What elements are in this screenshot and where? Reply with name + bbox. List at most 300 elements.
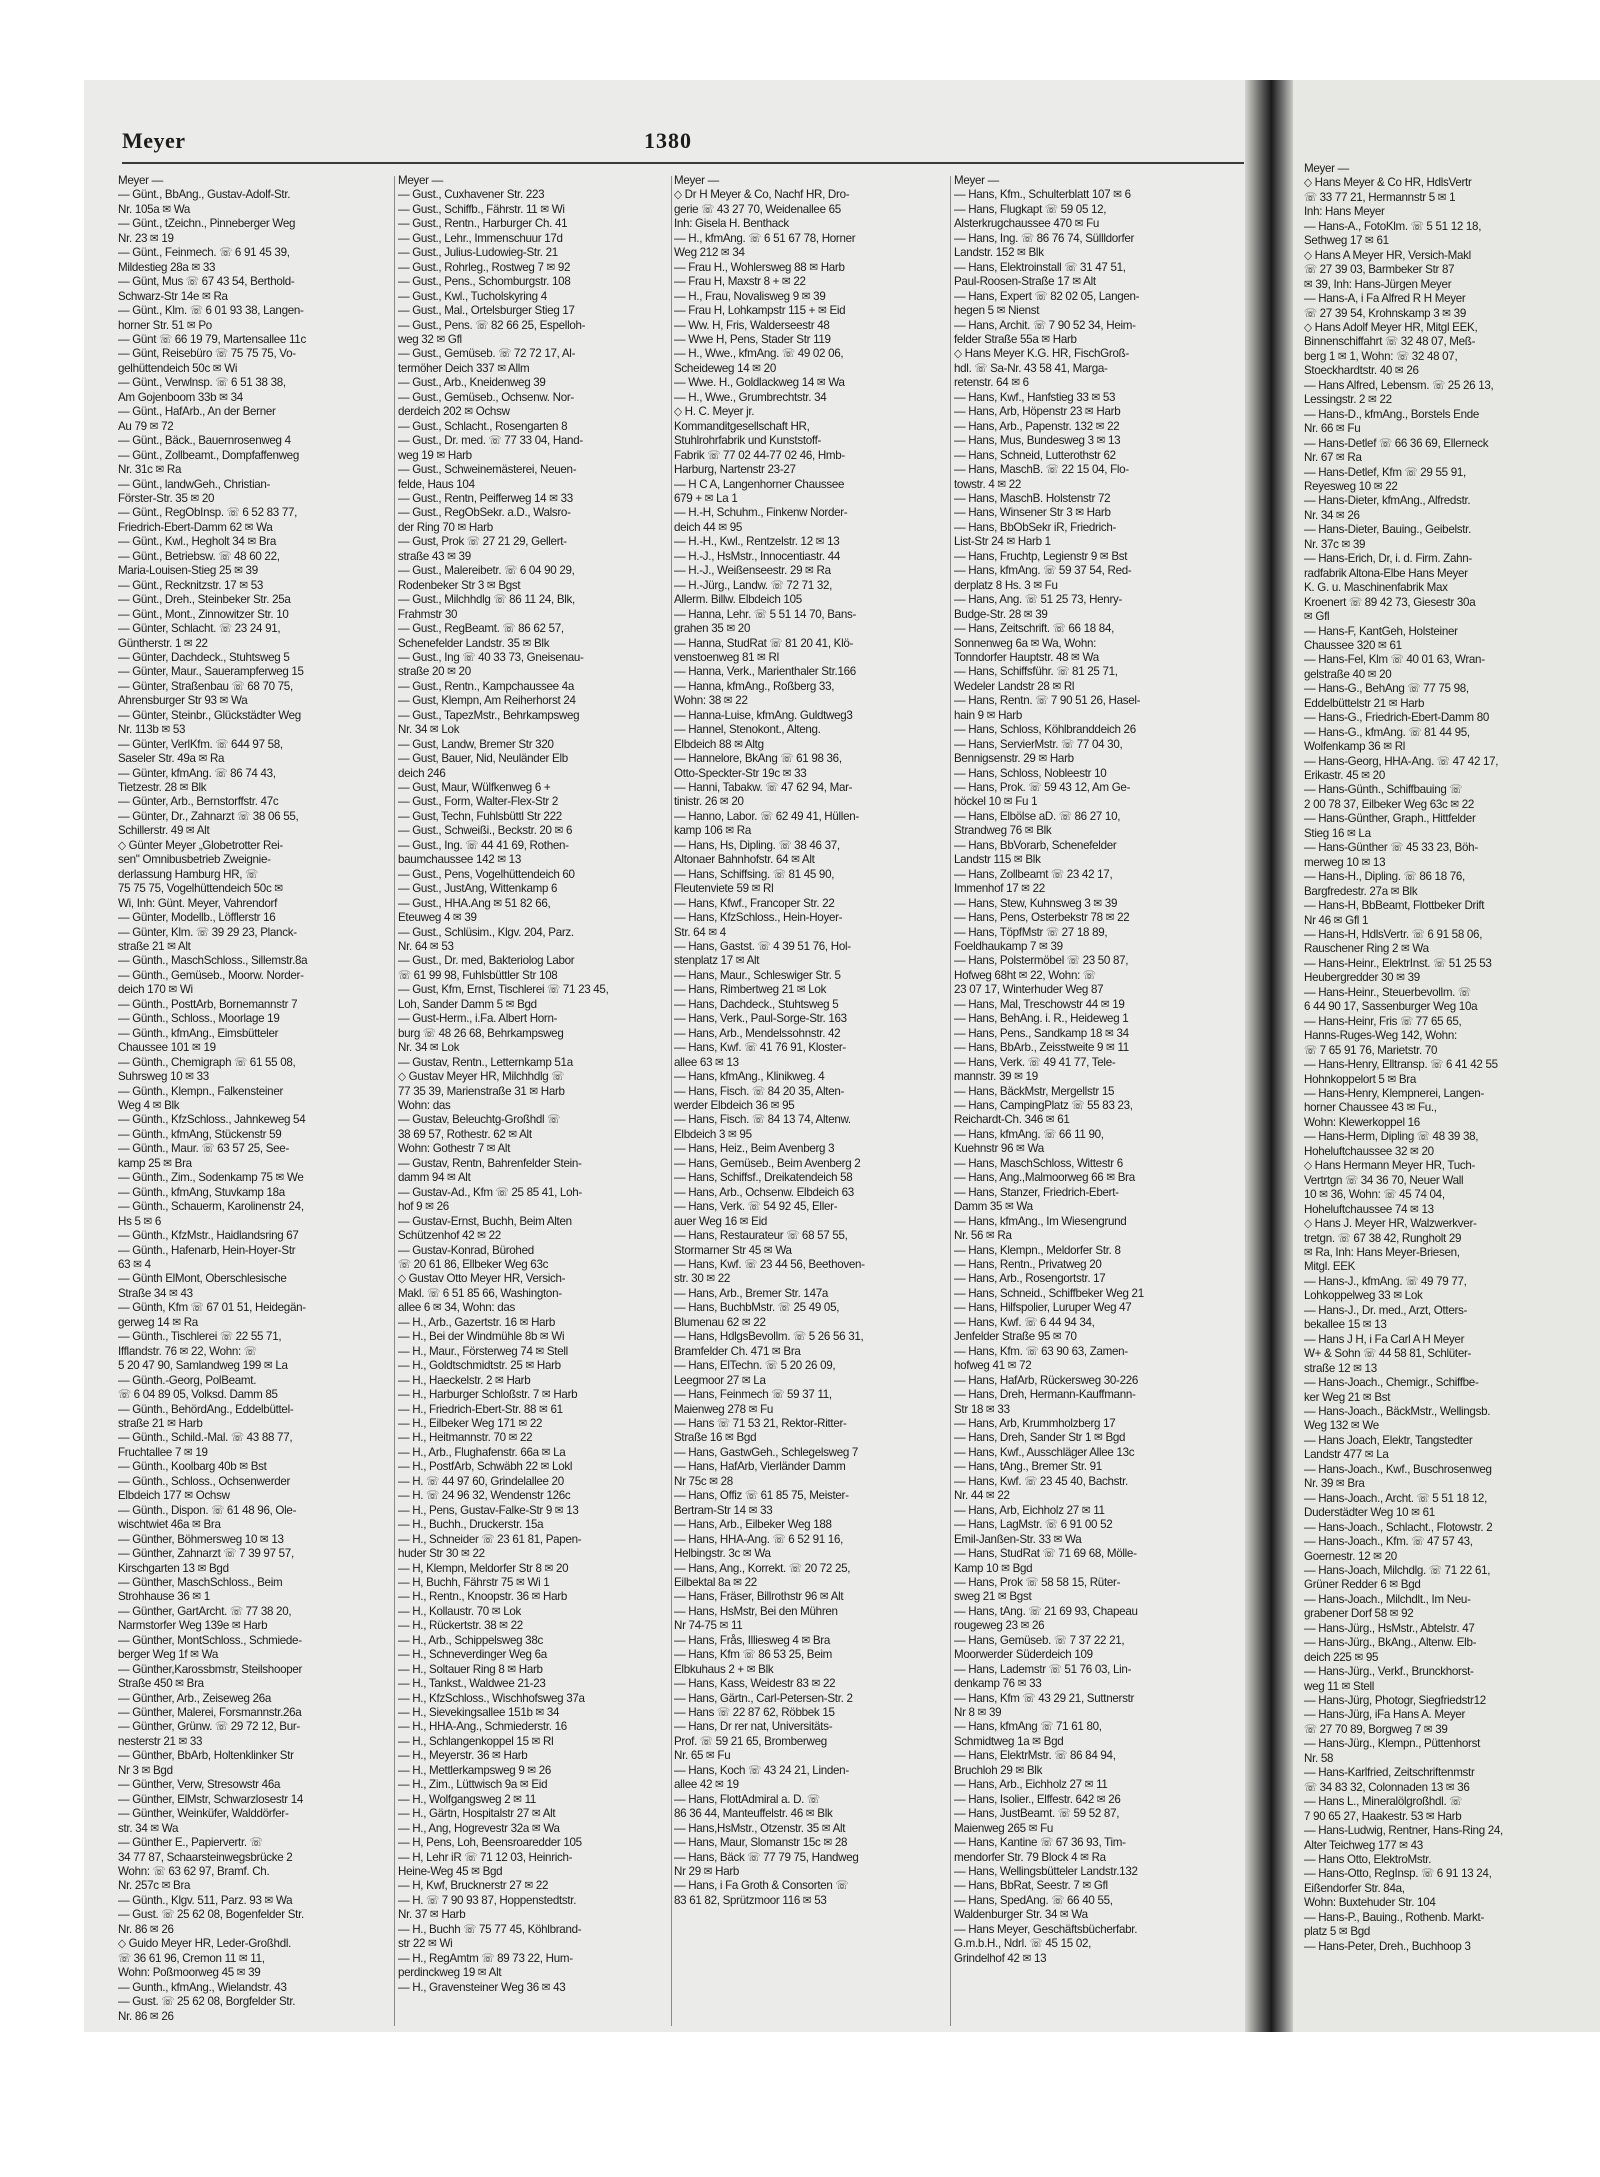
directory-entry-line: Str 18 ✉ 33 xyxy=(954,1402,1010,1416)
directory-entry-line: — Hans, HafArb, Rückersweg 30-226 xyxy=(954,1373,1139,1387)
directory-entry-line: — Hans Meyer, Geschäftsbücherfabr. xyxy=(954,1922,1138,1936)
directory-entry-line: höckel 10 ✉ Fu 1 xyxy=(954,795,1038,809)
directory-entry-line: — Hans, kfmAng., Im Wiesengrund xyxy=(954,1214,1127,1228)
directory-entry-line: 75 75 75, Vogelhüttendeich 50c ✉ xyxy=(118,882,283,896)
directory-entry-line: Bargfredestr. 27a ✉ Blk xyxy=(1304,884,1418,898)
directory-entry-line: Wedeler Landstr 28 ✉ Rl xyxy=(954,679,1075,693)
directory-entry-line: — Gust., Schiffb., Fährstr. 11 ✉ Wi xyxy=(398,202,565,216)
directory-entry-line: — Hans-Joach, Milchdlg. ☏ 71 22 61, xyxy=(1304,1563,1491,1577)
directory-entry-line: Schillerstr. 49 ✉ Alt xyxy=(118,824,210,838)
directory-entry-line: — Hans, Rentn., Privatweg 20 xyxy=(954,1257,1102,1271)
directory-entry-line: Friedrich-Ebert-Damm 62 ✉ Wa xyxy=(118,520,273,534)
directory-entry-line: Mitgl. EEK xyxy=(1304,1260,1356,1274)
directory-entry-line: — Günt., Dreh., Steinbeker Str. 25a xyxy=(118,593,291,607)
directory-entry-line: — Hans-Herm, Dipling ☏ 48 39 38, xyxy=(1304,1130,1479,1144)
directory-entry-line: — Hans, Schiffsführ. ☏ 81 25 71, xyxy=(954,665,1118,679)
directory-entry-line: — H.-J., HsMstr., Innocentiastr. 44 xyxy=(674,549,841,563)
directory-entry-line: Rauschener Ring 2 ✉ Wa xyxy=(1304,942,1429,956)
directory-entry-line: — H., kfmAng. ☏ 6 51 67 78, Horner xyxy=(674,231,856,245)
directory-entry-line: — Günth., kfmAng, Stuvkamp 18a xyxy=(118,1185,285,1199)
directory-entry-line: — Hans, Schiffsing. ☏ 81 45 90, xyxy=(674,867,835,881)
directory-entry-line: — Günth., Maur. ☏ 63 57 25, See- xyxy=(118,1142,290,1156)
directory-entry-line: — H., Mettlerkampsweg 9 ✉ 26 xyxy=(398,1763,552,1777)
directory-entry-line: — Günth., Koolbarg 40b ✉ Bst xyxy=(118,1460,267,1474)
directory-column-right-page xyxy=(1304,162,1594,2032)
header-rule xyxy=(122,162,1244,164)
directory-entry-line: — Hans-Jürg, Photogr, Siegfriedstr12 xyxy=(1304,1694,1486,1708)
directory-entry-line: Grüner Redder 6 ✉ Bgd xyxy=(1304,1578,1421,1592)
directory-entry-line: Nr 46 ✉ Gfl 1 xyxy=(1304,913,1369,927)
directory-entry-line: — Hans-Heinr., ElektrInst. ☏ 51 25 53 xyxy=(1304,956,1492,970)
directory-entry-line: — Günth., PosttArb, Bornemannstr 7 xyxy=(118,997,298,1011)
directory-entry-line: Nr. 23 ✉ 19 xyxy=(118,231,174,245)
directory-entry-line: — H.-Jürg., Landw. ☏ 72 71 32, xyxy=(674,578,833,592)
directory-entry-line: — Günter, Klm. ☏ 39 29 23, Planck- xyxy=(118,925,297,939)
directory-entry-line: Chaussee 320 ✉ 61 xyxy=(1304,638,1402,652)
directory-entry-line: — Günter, Maur., Sauerampferweg 15 xyxy=(118,665,304,679)
directory-entry-line: — H., Soltauer Ring 8 ✉ Harb xyxy=(398,1662,543,1676)
directory-entry-line: 38 69 57, Rothestr. 62 ✉ Alt xyxy=(398,1127,532,1141)
directory-entry-line: — Gust, Maur, Wülfkenweg 6 + xyxy=(398,781,551,795)
directory-entry-line: horner Str. 51 ✉ Po xyxy=(118,318,212,332)
directory-entry-line: Nr. 67 ✉ Ra xyxy=(1304,451,1362,465)
directory-entry-line: Stormarner Str 45 ✉ Wa xyxy=(674,1243,792,1257)
directory-entry-line: Grindelhof 42 ✉ 13 xyxy=(954,1951,1047,1965)
directory-entry-line: — Hans, Expert ☏ 82 02 05, Langen- xyxy=(954,289,1140,303)
directory-entry-line: — Hans, Kantine ☏ 67 36 93, Tim- xyxy=(954,1836,1126,1850)
directory-entry-line: — H., Wwe., kfmAng. ☏ 49 02 06, xyxy=(674,347,844,361)
directory-entry-line: Immenhof 17 ✉ 22 xyxy=(954,882,1045,896)
directory-entry-line: ☏ 7 65 91 76, Marietstr. 70 xyxy=(1304,1043,1438,1057)
directory-entry-line: — Gust., Ing. ☏ 44 41 69, Rothen- xyxy=(398,838,569,852)
directory-entry-line: — H. ☏ 7 90 93 87, Hoppenstedtstr. xyxy=(398,1893,577,1907)
directory-entry-line: — Gust, Bauer, Nid, Neuländer Elb xyxy=(398,752,568,766)
directory-entry-line: — H.-H, Schuhm., Finkenw Norder- xyxy=(674,506,848,520)
directory-entry-line: bekallee 15 ✉ 13 xyxy=(1304,1318,1387,1332)
directory-entry-line: — H, Lehr iR ☏ 71 12 03, Heinrich- xyxy=(398,1850,573,1864)
directory-entry-line: — H., Friedrich-Ebert-Str. 88 ✉ 61 xyxy=(398,1402,563,1416)
directory-entry-line: — Hans, Wellingsbütteler Landstr.132 xyxy=(954,1865,1138,1879)
directory-entry-line: Nr. 39 ✉ Bra xyxy=(1304,1477,1365,1491)
directory-entry-line: — H., Meyerstr. 36 ✉ Harb xyxy=(398,1749,528,1763)
directory-entry-line: — Günth., kfmAng., Eimsbütteler xyxy=(118,1026,279,1040)
directory-entry-line: ☏ 34 83 32, Colonnaden 13 ✉ 36 xyxy=(1304,1780,1470,1794)
directory-entry-line: Am Gojenboom 33b ✉ 34 xyxy=(118,390,243,404)
directory-entry-line: Strandweg 76 ✉ Blk xyxy=(954,824,1052,838)
directory-entry-line: 23 07 17, Winterhuder Weg 87 xyxy=(954,983,1104,997)
directory-entry-line: — H., Buchh., Druckerstr. 15a xyxy=(398,1518,544,1532)
directory-entry-line: — Hans, Restaurateur ☏ 68 57 55, xyxy=(674,1229,848,1243)
directory-entry-line: Leegmoor 27 ✉ La xyxy=(674,1373,766,1387)
directory-entry-line: ◇ Gustav Meyer HR, Milchhdlg ☏ xyxy=(398,1070,565,1084)
directory-entry-line: — Gust., Rohrleg., Rostweg 7 ✉ 92 xyxy=(398,260,571,274)
directory-entry-line: Loh, Sander Damm 5 ✉ Bgd xyxy=(398,997,537,1011)
directory-entry-line: berg 1 ✉ 1, Wohn: ☏ 32 48 07, xyxy=(1304,349,1458,363)
directory-entry-line: — Hans, Kfm. ☏ 63 90 63, Zamen- xyxy=(954,1344,1128,1358)
directory-entry-line: — H., Eilbeker Weg 171 ✉ 22 xyxy=(398,1416,543,1430)
directory-entry-line: — Frau H., Wohlersweg 88 ✉ Harb xyxy=(674,260,845,274)
directory-entry-line: — Hans, Lademstr ☏ 51 76 03, Lin- xyxy=(954,1662,1132,1676)
directory-entry-line: horner Chaussee 43 ✉ Fu., xyxy=(1304,1101,1437,1115)
directory-entry-line: Au 79 ✉ 72 xyxy=(118,419,174,433)
directory-entry-line: Scheideweg 14 ✉ 20 xyxy=(674,361,776,375)
directory-entry-line: — Hans, HHA-Ang. ☏ 6 52 91 16, xyxy=(674,1532,844,1546)
directory-entry-line: 679 + ✉ La 1 xyxy=(674,491,738,505)
directory-entry-line: — Hans, LagMstr. ☏ 6 91 00 52 xyxy=(954,1518,1113,1532)
directory-entry-line: 6 44 90 17, Sassenburger Weg 10a xyxy=(1304,1000,1478,1014)
directory-entry-line: Helbingstr. 3c ✉ Wa xyxy=(674,1547,771,1561)
directory-entry-line: — Günther, Weinküfer, Walddörfer- xyxy=(118,1807,289,1821)
directory-entry-line: — H., PostfArb, Schwäbh 22 ✉ Lokl xyxy=(398,1460,573,1474)
directory-entry-line: — Hans-Dieter, Bauing., Geibelstr. xyxy=(1304,523,1472,537)
directory-entry-line: auer Weg 16 ✉ Eid xyxy=(674,1214,768,1228)
directory-entry-line: gelhüttendeich 50c ✉ Wi xyxy=(118,361,238,375)
directory-entry-line: — Hans, BbRat, Seestr. 7 ✉ Gfl xyxy=(954,1879,1108,1893)
directory-entry-line: — Günter, VerlKfm. ☏ 644 97 58, xyxy=(118,737,283,751)
directory-entry-line: — Hans, kfmAng ☏ 71 61 80, xyxy=(954,1720,1102,1734)
directory-entry-line: — Hans Joach, Elektr, Tangstedter xyxy=(1304,1433,1473,1447)
directory-entry-line: — Hans, Kwf. ☏ 6 44 94 34, xyxy=(954,1315,1095,1329)
directory-entry-line: — Hans, Prok. ☏ 59 43 12, Am Ge- xyxy=(954,781,1131,795)
directory-entry-line: — Hans-Karlfried, Zeitschriftenmstr xyxy=(1304,1766,1475,1780)
directory-entry-line: Narmstorfer Weg 139e ✉ Harb xyxy=(118,1619,268,1633)
directory-entry-line: — Gustav, Beleuchtg-Großhdl ☏ xyxy=(398,1113,560,1127)
directory-entry-line: — H., Wwe., Grumbrechtstr. 34 xyxy=(674,390,827,404)
column-divider xyxy=(394,176,395,2026)
directory-entry-line: — Gust, Techn, Fuhlsbüttl Str 222 xyxy=(398,809,562,823)
directory-entry-line: hegen 5 ✉ Nienst xyxy=(954,304,1040,318)
directory-entry-line: — Hans, Koch ☏ 43 24 21, Linden- xyxy=(674,1763,849,1777)
directory-entry-line: — H, Klempn, Meldorfer Str 8 ✉ 20 xyxy=(398,1561,569,1575)
directory-entry-line: — Gust., Mal., Ortelsburger Stieg 17 xyxy=(398,304,575,318)
directory-entry-line: Bruchloh 29 ✉ Blk xyxy=(954,1763,1043,1777)
column-divider xyxy=(950,176,951,2026)
directory-entry-line: ◇ Hans Meyer K.G. HR, FischGroß- xyxy=(954,347,1129,361)
directory-entry-line: Bramfelder Ch. 471 ✉ Bra xyxy=(674,1344,801,1358)
directory-entry-line: — Günth ElMont, Oberschlesische xyxy=(118,1272,287,1286)
directory-entry-line: — Ww. H, Fris, Walderseestr 48 xyxy=(674,318,830,332)
directory-entry-line: Suhrsweg 10 ✉ 33 xyxy=(118,1070,209,1084)
directory-entry-line: — Günth., MaschSchloss., Sillemstr.8a xyxy=(118,954,308,968)
directory-entry-line: — Günth., Klgv. 511, Parz. 93 ✉ Wa xyxy=(118,1893,293,1907)
directory-entry-line: — H., Tankst., Waldwee 21-23 xyxy=(398,1677,546,1691)
directory-entry-line: — Hans-Erich, Dr, i. d. Firm. Zahn- xyxy=(1304,552,1472,566)
directory-entry-line: — Hans, Verk. ☏ 54 92 45, Eller- xyxy=(674,1200,838,1214)
directory-entry-line: — Hans, tAng. ☏ 21 69 93, Chapeau xyxy=(954,1604,1138,1618)
directory-entry-line: venstoenweg 81 ✉ Rl xyxy=(674,650,779,664)
directory-entry-line: — Gust., Lehr., Immenschuur 17d xyxy=(398,231,563,245)
directory-entry-line: 7 90 65 27, Haakestr. 53 ✉ Harb xyxy=(1304,1809,1462,1823)
directory-entry-line: — Hans, Fisch. ☏ 84 13 74, Altenw. xyxy=(674,1113,851,1127)
directory-entry-line: Maria-Louisen-Stieg 25 ✉ 39 xyxy=(118,564,258,578)
directory-entry-line: Waldenburger Str. 34 ✉ Wa xyxy=(954,1908,1088,1922)
directory-entry-line: berger Weg 1f ✉ Wa xyxy=(118,1648,218,1662)
directory-entry-line: 77 35 39, Marienstraße 31 ✉ Harb xyxy=(398,1084,565,1098)
directory-entry-line: — Hans, Arb, Eichholz 27 ✉ 11 xyxy=(954,1503,1105,1517)
directory-entry-line: — Hans-Joach., Schlacht., Flotowstr. 2 xyxy=(1304,1520,1493,1534)
directory-entry-line: Nr. 65 ✉ Fu xyxy=(674,1749,731,1763)
directory-entry-line: — Gunth., kfmAng., Wielandstr. 43 xyxy=(118,1980,287,1994)
directory-entry-line: — Gust., TapezMstr., Behrkampsweg xyxy=(398,708,580,722)
directory-entry-line: — Hans, Hilfspolier, Luruper Weg 47 xyxy=(954,1301,1132,1315)
directory-entry-line: — Hans, Arb., Papenstr. 132 ✉ 22 xyxy=(954,419,1120,433)
directory-entry-line: Chaussee 101 ✉ 19 xyxy=(118,1041,216,1055)
directory-entry-line: — Hans ☏ 71 53 21, Rektor-Ritter- xyxy=(674,1416,847,1430)
directory-entry-line: Eißendorfer Str. 84a, xyxy=(1304,1881,1405,1895)
directory-entry-line: — Hans, KfzSchloss., Hein-Hoyer- xyxy=(674,911,843,925)
directory-entry-line: — Hans-Heinr, Fris ☏ 77 65 65, xyxy=(1304,1014,1462,1028)
directory-entry-line: tinistr. 26 ✉ 20 xyxy=(674,795,744,809)
directory-entry-line: — Hans, Arb, Krummholzberg 17 xyxy=(954,1416,1116,1430)
directory-entry-line: — Hans, Kfwf., Francoper Str. 22 xyxy=(674,896,835,910)
directory-entry-line: tretgn. ☏ 67 38 42, Rungholt 29 xyxy=(1304,1231,1462,1245)
directory-entry-line: — Hans, Kwf., Ausschläger Allee 13c xyxy=(954,1445,1135,1459)
directory-entry-line: — Günt., HafArb., An der Berner xyxy=(118,405,276,419)
directory-entry-line: — Gust., Rentn., Harburger Ch. 41 xyxy=(398,217,568,231)
directory-entry-line: — Günt., Zollbeamt., Dompfaffenweg xyxy=(118,448,299,462)
directory-entry-line: — Gust., Arb., Kneidenweg 39 xyxy=(398,376,546,390)
directory-entry-line: — Hans, Rentn. ☏ 7 90 51 26, Hasel- xyxy=(954,694,1141,708)
directory-entry-line: — Hans, Kwf. ☏ 23 45 40, Bachstr. xyxy=(954,1474,1128,1488)
directory-column-2 xyxy=(398,174,668,2032)
directory-entry-line: — Gust., Form, Walter-Flex-Str 2 xyxy=(398,795,559,809)
directory-entry-line: str. 30 ✉ 22 xyxy=(674,1272,731,1286)
directory-entry-line: — Günther, Verw, Stresowstr 46a xyxy=(118,1778,281,1792)
directory-entry-line: Lohkoppelweg 33 ✉ Lok xyxy=(1304,1289,1423,1303)
directory-entry-line: — Hans, Feinmech ☏ 59 37 11, xyxy=(674,1388,832,1402)
directory-entry-line: Nr. 105a ✉ Wa xyxy=(118,202,191,216)
directory-entry-line: — Hans, i Fa Groth & Consorten ☏ xyxy=(674,1879,849,1893)
directory-entry-line: — H., Rentn., Knoopstr. 36 ✉ Harb xyxy=(398,1590,567,1604)
directory-entry-line: ker Weg 21 ✉ Bst xyxy=(1304,1390,1391,1404)
directory-entry-line: hofweg 41 ✉ 72 xyxy=(954,1359,1032,1373)
directory-entry-line: — Hans, Zeitschrift. ☏ 66 18 84, xyxy=(954,622,1115,636)
directory-entry-line: Saseler Str. 49a ✉ Ra xyxy=(118,752,225,766)
directory-entry-line: Kommanditgesellschaft HR, xyxy=(674,419,810,433)
directory-entry-line: Hoheluftchaussee 74 ✉ 13 xyxy=(1304,1202,1434,1216)
directory-entry-line: — Hans-Dieter, kfmAng., Alfredstr. xyxy=(1304,494,1471,508)
directory-entry-line: Elbdeich 88 ✉ Altg xyxy=(674,737,764,751)
directory-entry-line: — Hans, BbObSekr iR, Friedrich- xyxy=(954,520,1117,534)
directory-entry-line: kamp 106 ✉ Ra xyxy=(674,824,752,838)
directory-entry-line: Prof. ☏ 59 21 65, Bromberweg xyxy=(674,1734,827,1748)
directory-entry-line: Erikastr. 45 ✉ 20 xyxy=(1304,769,1385,783)
directory-entry-line: ✉ 39, Inh: Hans-Jürgen Meyer xyxy=(1304,277,1452,291)
directory-entry-line: — Hans, Kfm ☏ 86 53 25, Beim xyxy=(674,1648,833,1662)
directory-entry-line: — H, Buchh, Fährstr 75 ✉ Wi 1 xyxy=(398,1575,550,1589)
directory-entry-line: hdl. ☏ Sa-Nr. 43 58 41, Marga- xyxy=(954,361,1108,375)
directory-entry-line: — Hans-A, i Fa Alfred R H Meyer xyxy=(1304,292,1466,306)
directory-entry-line: — Hans, Arb., Rosengortstr. 17 xyxy=(954,1272,1106,1286)
directory-entry-line: ☏ 20 61 86, Ellbeker Weg 63c xyxy=(398,1257,549,1271)
directory-entry-line: — H., KfzSchloss., Wischhofsweg 37a xyxy=(398,1691,585,1705)
directory-entry-line: — Frau H, Lohkampstr 115 + ✉ Eid xyxy=(674,304,846,318)
directory-entry-line: — Günther, Arb., Zeiseweg 26a xyxy=(118,1691,272,1705)
directory-entry-line: — Hans, BbArb., Zeisstweite 9 ✉ 11 xyxy=(954,1041,1129,1055)
directory-entry-line: Kirschgarten 13 ✉ Bgd xyxy=(118,1561,229,1575)
directory-entry-line: — Hans, BäckMstr, Mergellstr 15 xyxy=(954,1084,1115,1098)
directory-entry-line: — Gustav-Konrad, Bürohed xyxy=(398,1243,534,1257)
directory-entry-line: — Hans,HsMstr., Otzenstr. 35 ✉ Alt xyxy=(674,1821,846,1835)
directory-entry-line: — Hans, StudRat ☏ 71 69 68, Mölle- xyxy=(954,1547,1137,1561)
directory-entry-line: Sethweg 17 ✉ 61 xyxy=(1304,234,1389,248)
directory-entry-line: — Günter, Modellb., Löfflerstr 16 xyxy=(118,911,276,925)
directory-entry-line: — Günth., Hafenarb, Hein-Hoyer-Str xyxy=(118,1243,296,1257)
directory-entry-line: — H., RegAmtm ☏ 89 73 22, Hum- xyxy=(398,1951,573,1965)
directory-entry-line: — Günth., Tischlerei ☏ 22 55 71, xyxy=(118,1330,282,1344)
directory-entry-line: — Günth, Kfm ☏ 67 01 51, Heidegän- xyxy=(118,1301,306,1315)
directory-entry-line: gerweg 14 ✉ Ra xyxy=(118,1315,198,1329)
directory-entry-line: — Hans, Maur., Schleswiger Str. 5 xyxy=(674,968,841,982)
directory-entry-line: — Günter, Dr., Zahnarzt ☏ 38 06 55, xyxy=(118,809,299,823)
directory-entry-line: — Günther E., Papiervertr. ☏ xyxy=(118,1836,263,1850)
directory-entry-line: Elbdeich 3 ✉ 95 xyxy=(674,1127,752,1141)
directory-entry-line: — Hans, Polstermöbel ☏ 23 50 87, xyxy=(954,954,1129,968)
directory-entry-line: — Günt., Bäck., Bauernrosenweg 4 xyxy=(118,434,291,448)
directory-entry-line: Goernestr. 12 ✉ 20 xyxy=(1304,1549,1397,1563)
directory-entry-line: 10 ✉ 36, Wohn: ☏ 45 74 04, xyxy=(1304,1188,1445,1202)
directory-entry-line: stenplatz 17 ✉ Alt xyxy=(674,954,760,968)
directory-entry-line: Vertrtgn ☏ 34 36 70, Neuer Wall xyxy=(1304,1173,1464,1187)
directory-entry-line: — Hans, Kass, Weidestr 83 ✉ 22 xyxy=(674,1677,836,1691)
directory-entry-line: — Günther, Zahnarzt ☏ 7 39 97 57, xyxy=(118,1547,294,1561)
directory-entry-line: Eteuweg 4 ✉ 39 xyxy=(398,911,477,925)
directory-entry-line: 83 61 82, Sprützmoor 116 ✉ 53 xyxy=(674,1893,827,1907)
directory-entry-line: — Hans-G., BehAng ☏ 77 75 98, xyxy=(1304,682,1469,696)
directory-entry-line: — Günth., Zim., Sodenkamp 75 ✉ We xyxy=(118,1171,304,1185)
directory-entry-line: Nr. 37 ✉ Harb xyxy=(398,1908,466,1922)
directory-entry-line: — Gust., Pens, Vogelhüttendeich 60 xyxy=(398,867,575,881)
scan-border-bottom xyxy=(0,2032,1600,2177)
directory-entry-line: Meyer — xyxy=(1304,162,1349,175)
directory-entry-line: Schmidtweg 1a ✉ Bgd xyxy=(954,1734,1064,1748)
directory-entry-line: — Hans, Kwf., Hanfstieg 33 ✉ 53 xyxy=(954,390,1116,404)
directory-entry-line: — Gust, Kfm, Ernst, Tischlerei ☏ 71 23 45, xyxy=(398,983,609,997)
directory-entry-line: Nr 8 ✉ 39 xyxy=(954,1706,1002,1720)
directory-entry-line: Strohhause 36 ✉ 1 xyxy=(118,1590,210,1604)
directory-entry-line: — Hanno, Labor. ☏ 62 49 41, Hüllen- xyxy=(674,809,859,823)
directory-entry-line: — Gust., RegObSekr. a.D., Walsro- xyxy=(398,506,571,520)
directory-entry-line: — Hans-Otto, RegInsp. ☏ 6 91 13 24, xyxy=(1304,1867,1492,1881)
directory-entry-line: Stieg 16 ✉ La xyxy=(1304,826,1371,840)
directory-entry-line: — Gustav-Ad., Kfm ☏ 25 85 41, Loh- xyxy=(398,1185,582,1199)
directory-entry-line: — Hans-Henry, Elltransp. ☏ 6 41 42 55 xyxy=(1304,1058,1498,1072)
directory-entry-line: — H., Heitmannstr. 70 ✉ 22 xyxy=(398,1431,533,1445)
directory-entry-line: — Hans, tAng., Bremer Str. 91 xyxy=(954,1460,1102,1474)
directory-entry-line: — Hans-Detlef, Kfm ☏ 29 55 91, xyxy=(1304,465,1466,479)
directory-entry-line: — Günth., Schloss., Ochsenwerder xyxy=(118,1474,291,1488)
directory-entry-line: — Hans, Prok ☏ 58 58 15, Rüter- xyxy=(954,1575,1121,1589)
directory-entry-line: — Günther, ElMstr, Schwarzlosestr 14 xyxy=(118,1792,304,1806)
directory-entry-line: — Hans, Stanzer, Friedrich-Ebert- xyxy=(954,1185,1119,1199)
directory-entry-line: — Hans-Joach., Archt. ☏ 5 51 18 12, xyxy=(1304,1491,1487,1505)
directory-entry-line: — Gust., Schweißi., Beckstr. 20 ✉ 6 xyxy=(398,824,573,838)
directory-entry-line: Hoheluftchaussee 32 ✉ 20 xyxy=(1304,1144,1434,1158)
directory-entry-line: rougeweg 23 ✉ 26 xyxy=(954,1619,1045,1633)
directory-entry-line: Maienweg 278 ✉ Fu xyxy=(674,1402,774,1416)
directory-entry-line: Tietzestr. 28 ✉ Blk xyxy=(118,781,207,795)
directory-entry-line: — Gust., Milchhdlg ☏ 86 11 24, Blk, xyxy=(398,593,575,607)
directory-entry-line: deich 44 ✉ 95 xyxy=(674,520,743,534)
directory-entry-line: — Hans-G., kfmAng. ☏ 81 44 95, xyxy=(1304,725,1470,739)
directory-entry-line: — Hans, Ang. ☏ 51 25 73, Henry- xyxy=(954,593,1123,607)
directory-entry-line: — Gust., Ing ☏ 40 33 73, Gneisenau- xyxy=(398,650,584,664)
directory-entry-line: — Hanna, Verk., Marienthaler Str.166 xyxy=(674,665,856,679)
column-divider xyxy=(671,176,672,2026)
directory-entry-line: sweg 21 ✉ Bgst xyxy=(954,1590,1032,1604)
directory-entry-line: Nr. 34 ✉ Lok xyxy=(398,723,460,737)
directory-entry-line: — Gust., Rentn., Kampchaussee 4a xyxy=(398,679,574,693)
directory-entry-line: Kuehnstr 96 ✉ Wa xyxy=(954,1142,1044,1156)
directory-entry-line: Damm 35 ✉ Wa xyxy=(954,1200,1033,1214)
directory-entry-line: Weg 4 ✉ Blk xyxy=(118,1099,180,1112)
directory-entry-line: G.m.b.H., Ndrl. ☏ 45 15 02, xyxy=(954,1937,1092,1951)
directory-entry-line: Lessingstr. 2 ✉ 22 xyxy=(1304,393,1392,407)
directory-entry-line: — Hans, HsMstr, Bei den Mühren xyxy=(674,1604,838,1618)
page-number: 1380 xyxy=(644,128,692,153)
directory-entry-line: — Hans-Heinr., Steuerbevollm. ☏ xyxy=(1304,985,1471,999)
directory-entry-line: — Gust, Prok ☏ 27 21 29, Gellert- xyxy=(398,535,567,549)
directory-entry-line: — Hans, BbVorarb, Schenefelder xyxy=(954,838,1117,852)
directory-entry-line: — Günther, MaschSchloss., Beim xyxy=(118,1575,283,1589)
directory-entry-line: — Hans ☏ 22 87 62, Röbbek 15 xyxy=(674,1706,835,1720)
directory-entry-line: — Hans, HafArb, Vierländer Damm xyxy=(674,1460,846,1474)
directory-entry-line: — Hans-Joach., BäckMstr., Wellingsb. xyxy=(1304,1404,1491,1418)
directory-entry-line: — Günt, Reisebüro ☏ 75 75 75, Vo- xyxy=(118,347,296,361)
directory-entry-line: — Hanna, StudRat ☏ 81 20 41, Klö- xyxy=(674,636,854,650)
directory-entry-line: Fabrik ☏ 77 02 44-77 02 46, Hmb- xyxy=(674,448,845,462)
directory-entry-line: deich 246 xyxy=(398,766,446,780)
directory-entry-line: — Günt., Klm. ☏ 6 01 93 38, Langen- xyxy=(118,304,304,318)
directory-entry-line: — Frau H, Maxstr 8 + ✉ 22 xyxy=(674,275,806,289)
directory-entry-line: Nr. 86 ✉ 26 xyxy=(118,2009,174,2023)
directory-entry-line: burg ☏ 48 26 68, Behrkampsweg xyxy=(398,1026,564,1040)
directory-entry-line: Maienweg 265 ✉ Fu xyxy=(954,1821,1054,1835)
directory-entry-line: ◇ Hans Meyer & Co HR, HdlsVertr xyxy=(1304,176,1472,190)
directory-entry-line: — H, Kwf, Brucknerstr 27 ✉ 22 xyxy=(398,1879,549,1893)
directory-entry-line: — H., Gravensteiner Weg 36 ✉ 43 xyxy=(398,1980,566,1994)
directory-entry-line: straße 21 ✉ Alt xyxy=(118,940,191,954)
directory-entry-line: — Hans-G., Friedrich-Ebert-Damm 80 xyxy=(1304,711,1490,725)
directory-entry-line: — H. ☏ 24 96 32, Wendenstr 126c xyxy=(398,1489,571,1503)
directory-entry-line: — Günter, Arb., Bernstorffstr. 47c xyxy=(118,795,279,809)
directory-entry-line: mendorfer Str. 79 Block 4 ✉ Ra xyxy=(954,1850,1106,1864)
directory-entry-line: Foeldhaukamp 7 ✉ 39 xyxy=(954,940,1063,954)
directory-entry-line: — Hans-Henry, Klempnerei, Langen- xyxy=(1304,1087,1484,1100)
directory-entry-line: Wohn: ☏ 63 62 97, Bramf. Ch. xyxy=(118,1865,270,1879)
directory-entry-line: — Hans, Arb., Ochsenw. Elbdeich 63 xyxy=(674,1185,854,1199)
directory-entry-line: Ifflandstr. 76 ✉ 22, Wohn: ☏ xyxy=(118,1344,257,1358)
directory-entry-line: Nr. 34 ✉ Lok xyxy=(398,1041,460,1055)
directory-entry-line: — Günt., Feinmech. ☏ 6 91 45 39, xyxy=(118,246,290,260)
directory-entry-line: — H., Goldtschmidtstr. 25 ✉ Harb xyxy=(398,1359,561,1373)
directory-entry-line: Meyer — xyxy=(398,174,443,187)
directory-entry-line: — Hanna, Lehr. ☏ 5 51 14 70, Bans- xyxy=(674,607,857,621)
directory-entry-line: Landstr 477 ✉ La xyxy=(1304,1448,1389,1462)
directory-entry-line: Nr. 86 ✉ 26 xyxy=(118,1922,174,1936)
directory-entry-line: — Hans, JustBeamt. ☏ 59 52 87, xyxy=(954,1807,1120,1821)
directory-entry-line: Fleutenviete 59 ✉ Rl xyxy=(674,882,774,896)
directory-entry-line: — Gustav, Rentn, Bahrenfelder Stein- xyxy=(398,1156,582,1170)
directory-entry-line: merweg 10 ✉ 13 xyxy=(1304,855,1386,869)
directory-entry-line: ☏ 6 04 89 05, Volksd. Damm 85 xyxy=(118,1388,278,1402)
directory-entry-line: — Hans, Pens, Osterbekstr 78 ✉ 22 xyxy=(954,911,1130,925)
book-gutter xyxy=(1245,80,1293,2032)
directory-entry-line: hain 9 ✉ Harb xyxy=(954,708,1023,722)
directory-entry-line: — Günter, Steinbr., Glückstädter Weg xyxy=(118,708,301,722)
directory-entry-line: Nr. 58 xyxy=(1304,1751,1334,1765)
directory-entry-line: — Hans, Schloss, Köhlbranddeich 26 xyxy=(954,723,1136,737)
